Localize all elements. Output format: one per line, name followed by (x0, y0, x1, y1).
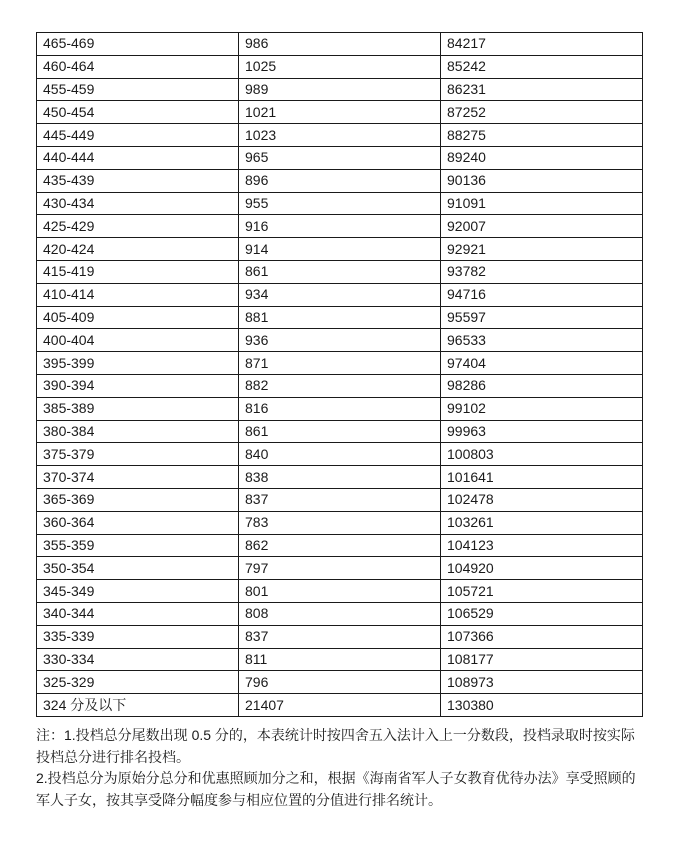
cumulative-count-cell: 93782 (441, 260, 643, 283)
score-range-cell: 455-459 (37, 78, 239, 101)
cumulative-count-cell: 88275 (441, 124, 643, 147)
score-range-cell: 420-424 (37, 238, 239, 261)
cumulative-count-cell: 98286 (441, 374, 643, 397)
score-distribution-table (36, 32, 643, 717)
cumulative-count-cell: 130380 (441, 694, 643, 717)
note-1: 注：1.投档总分尾数出现 0.5 分的，本表统计时按四舍五入法计入上一分数段，投档录取时按实际投档总分进行排名投档。 (36, 727, 635, 765)
count-cell: 896 (239, 169, 441, 192)
count-cell: 965 (239, 146, 441, 169)
table-row (37, 625, 643, 648)
score-range-cell: 350-354 (37, 557, 239, 580)
cumulative-count-cell: 89240 (441, 146, 643, 169)
count-cell: 881 (239, 306, 441, 329)
count-cell: 837 (239, 488, 441, 511)
table-row (37, 648, 643, 671)
score-range-cell: 415-419 (37, 260, 239, 283)
count-cell: 783 (239, 511, 441, 534)
count-cell: 955 (239, 192, 441, 215)
count-cell: 1021 (239, 101, 441, 124)
count-cell: 882 (239, 374, 441, 397)
table-row (37, 33, 643, 56)
count-cell: 986 (239, 33, 441, 56)
table-row (37, 694, 643, 717)
cumulative-count-cell: 95597 (441, 306, 643, 329)
score-range-cell: 445-449 (37, 124, 239, 147)
count-cell: 861 (239, 260, 441, 283)
cumulative-count-cell: 84217 (441, 33, 643, 56)
count-cell: 801 (239, 580, 441, 603)
score-range-cell: 325-329 (37, 671, 239, 694)
cumulative-count-cell: 92007 (441, 215, 643, 238)
cumulative-count-cell: 96533 (441, 329, 643, 352)
score-range-cell: 335-339 (37, 625, 239, 648)
count-cell: 816 (239, 397, 441, 420)
score-range-cell: 400-404 (37, 329, 239, 352)
table-row (37, 55, 643, 78)
table-row (37, 146, 643, 169)
table-row (37, 192, 643, 215)
count-cell: 936 (239, 329, 441, 352)
table-row (37, 329, 643, 352)
cumulative-count-cell: 90136 (441, 169, 643, 192)
score-range-cell: 360-364 (37, 511, 239, 534)
count-cell: 861 (239, 420, 441, 443)
score-range-cell: 330-334 (37, 648, 239, 671)
count-cell: 797 (239, 557, 441, 580)
count-cell: 871 (239, 352, 441, 375)
score-range-cell: 410-414 (37, 283, 239, 306)
table-row (37, 215, 643, 238)
table-row (37, 671, 643, 694)
score-range-cell: 345-349 (37, 580, 239, 603)
table-row (37, 534, 643, 557)
cumulative-count-cell: 87252 (441, 101, 643, 124)
score-range-cell: 355-359 (37, 534, 239, 557)
cumulative-count-cell: 106529 (441, 602, 643, 625)
cumulative-count-cell: 104123 (441, 534, 643, 557)
count-cell: 862 (239, 534, 441, 557)
table-row (37, 238, 643, 261)
table-row (37, 352, 643, 375)
table-row (37, 557, 643, 580)
cumulative-count-cell: 103261 (441, 511, 643, 534)
score-range-cell: 390-394 (37, 374, 239, 397)
count-cell: 21407 (239, 694, 441, 717)
cumulative-count-cell: 104920 (441, 557, 643, 580)
count-cell: 989 (239, 78, 441, 101)
table-row (37, 580, 643, 603)
count-cell: 811 (239, 648, 441, 671)
table-row (37, 283, 643, 306)
table-row (37, 101, 643, 124)
cumulative-count-cell: 101641 (441, 466, 643, 489)
cumulative-count-cell: 97404 (441, 352, 643, 375)
score-range-cell: 375-379 (37, 443, 239, 466)
score-range-cell: 405-409 (37, 306, 239, 329)
cumulative-count-cell: 99102 (441, 397, 643, 420)
table-row (37, 306, 643, 329)
table-body (37, 33, 643, 717)
score-range-cell: 450-454 (37, 101, 239, 124)
table-row (37, 169, 643, 192)
count-cell: 916 (239, 215, 441, 238)
table-row (37, 374, 643, 397)
cumulative-count-cell: 102478 (441, 488, 643, 511)
cumulative-count-cell: 85242 (441, 55, 643, 78)
count-cell: 808 (239, 602, 441, 625)
table-row (37, 488, 643, 511)
score-range-cell: 465-469 (37, 33, 239, 56)
score-range-cell: 395-399 (37, 352, 239, 375)
count-cell: 837 (239, 625, 441, 648)
count-cell: 840 (239, 443, 441, 466)
cumulative-count-cell: 94716 (441, 283, 643, 306)
table-row (37, 511, 643, 534)
score-range-cell: 340-344 (37, 602, 239, 625)
cumulative-count-cell: 105721 (441, 580, 643, 603)
cumulative-count-cell: 86231 (441, 78, 643, 101)
table-row (37, 602, 643, 625)
count-cell: 838 (239, 466, 441, 489)
table-row (37, 420, 643, 443)
score-range-cell: 460-464 (37, 55, 239, 78)
note-2: 2.投档总分为原始分总分和优惠照顾加分之和，根据《海南省军人子女教育优待办法》享受照顾的军人子女，按其享受降分幅度参与相应位置的分值进行排名统计。 (36, 770, 636, 808)
score-range-cell: 425-429 (37, 215, 239, 238)
cumulative-count-cell: 100803 (441, 443, 643, 466)
count-cell: 914 (239, 238, 441, 261)
cumulative-count-cell: 108973 (441, 671, 643, 694)
count-cell: 796 (239, 671, 441, 694)
cumulative-count-cell: 99963 (441, 420, 643, 443)
score-range-cell: 380-384 (37, 420, 239, 443)
cumulative-count-cell: 92921 (441, 238, 643, 261)
table-row (37, 443, 643, 466)
score-range-cell: 324 分及以下 (37, 694, 239, 717)
cumulative-count-cell: 108177 (441, 648, 643, 671)
table-row (37, 124, 643, 147)
score-range-cell: 385-389 (37, 397, 239, 420)
count-cell: 1023 (239, 124, 441, 147)
notes-section (36, 725, 646, 811)
score-range-cell: 370-374 (37, 466, 239, 489)
score-range-cell: 435-439 (37, 169, 239, 192)
table-row (37, 78, 643, 101)
count-cell: 1025 (239, 55, 441, 78)
cumulative-count-cell: 91091 (441, 192, 643, 215)
table-row (37, 260, 643, 283)
count-cell: 934 (239, 283, 441, 306)
score-range-cell: 365-369 (37, 488, 239, 511)
table-row (37, 466, 643, 489)
table-row (37, 397, 643, 420)
cumulative-count-cell: 107366 (441, 625, 643, 648)
score-range-cell: 430-434 (37, 192, 239, 215)
score-range-cell: 440-444 (37, 146, 239, 169)
